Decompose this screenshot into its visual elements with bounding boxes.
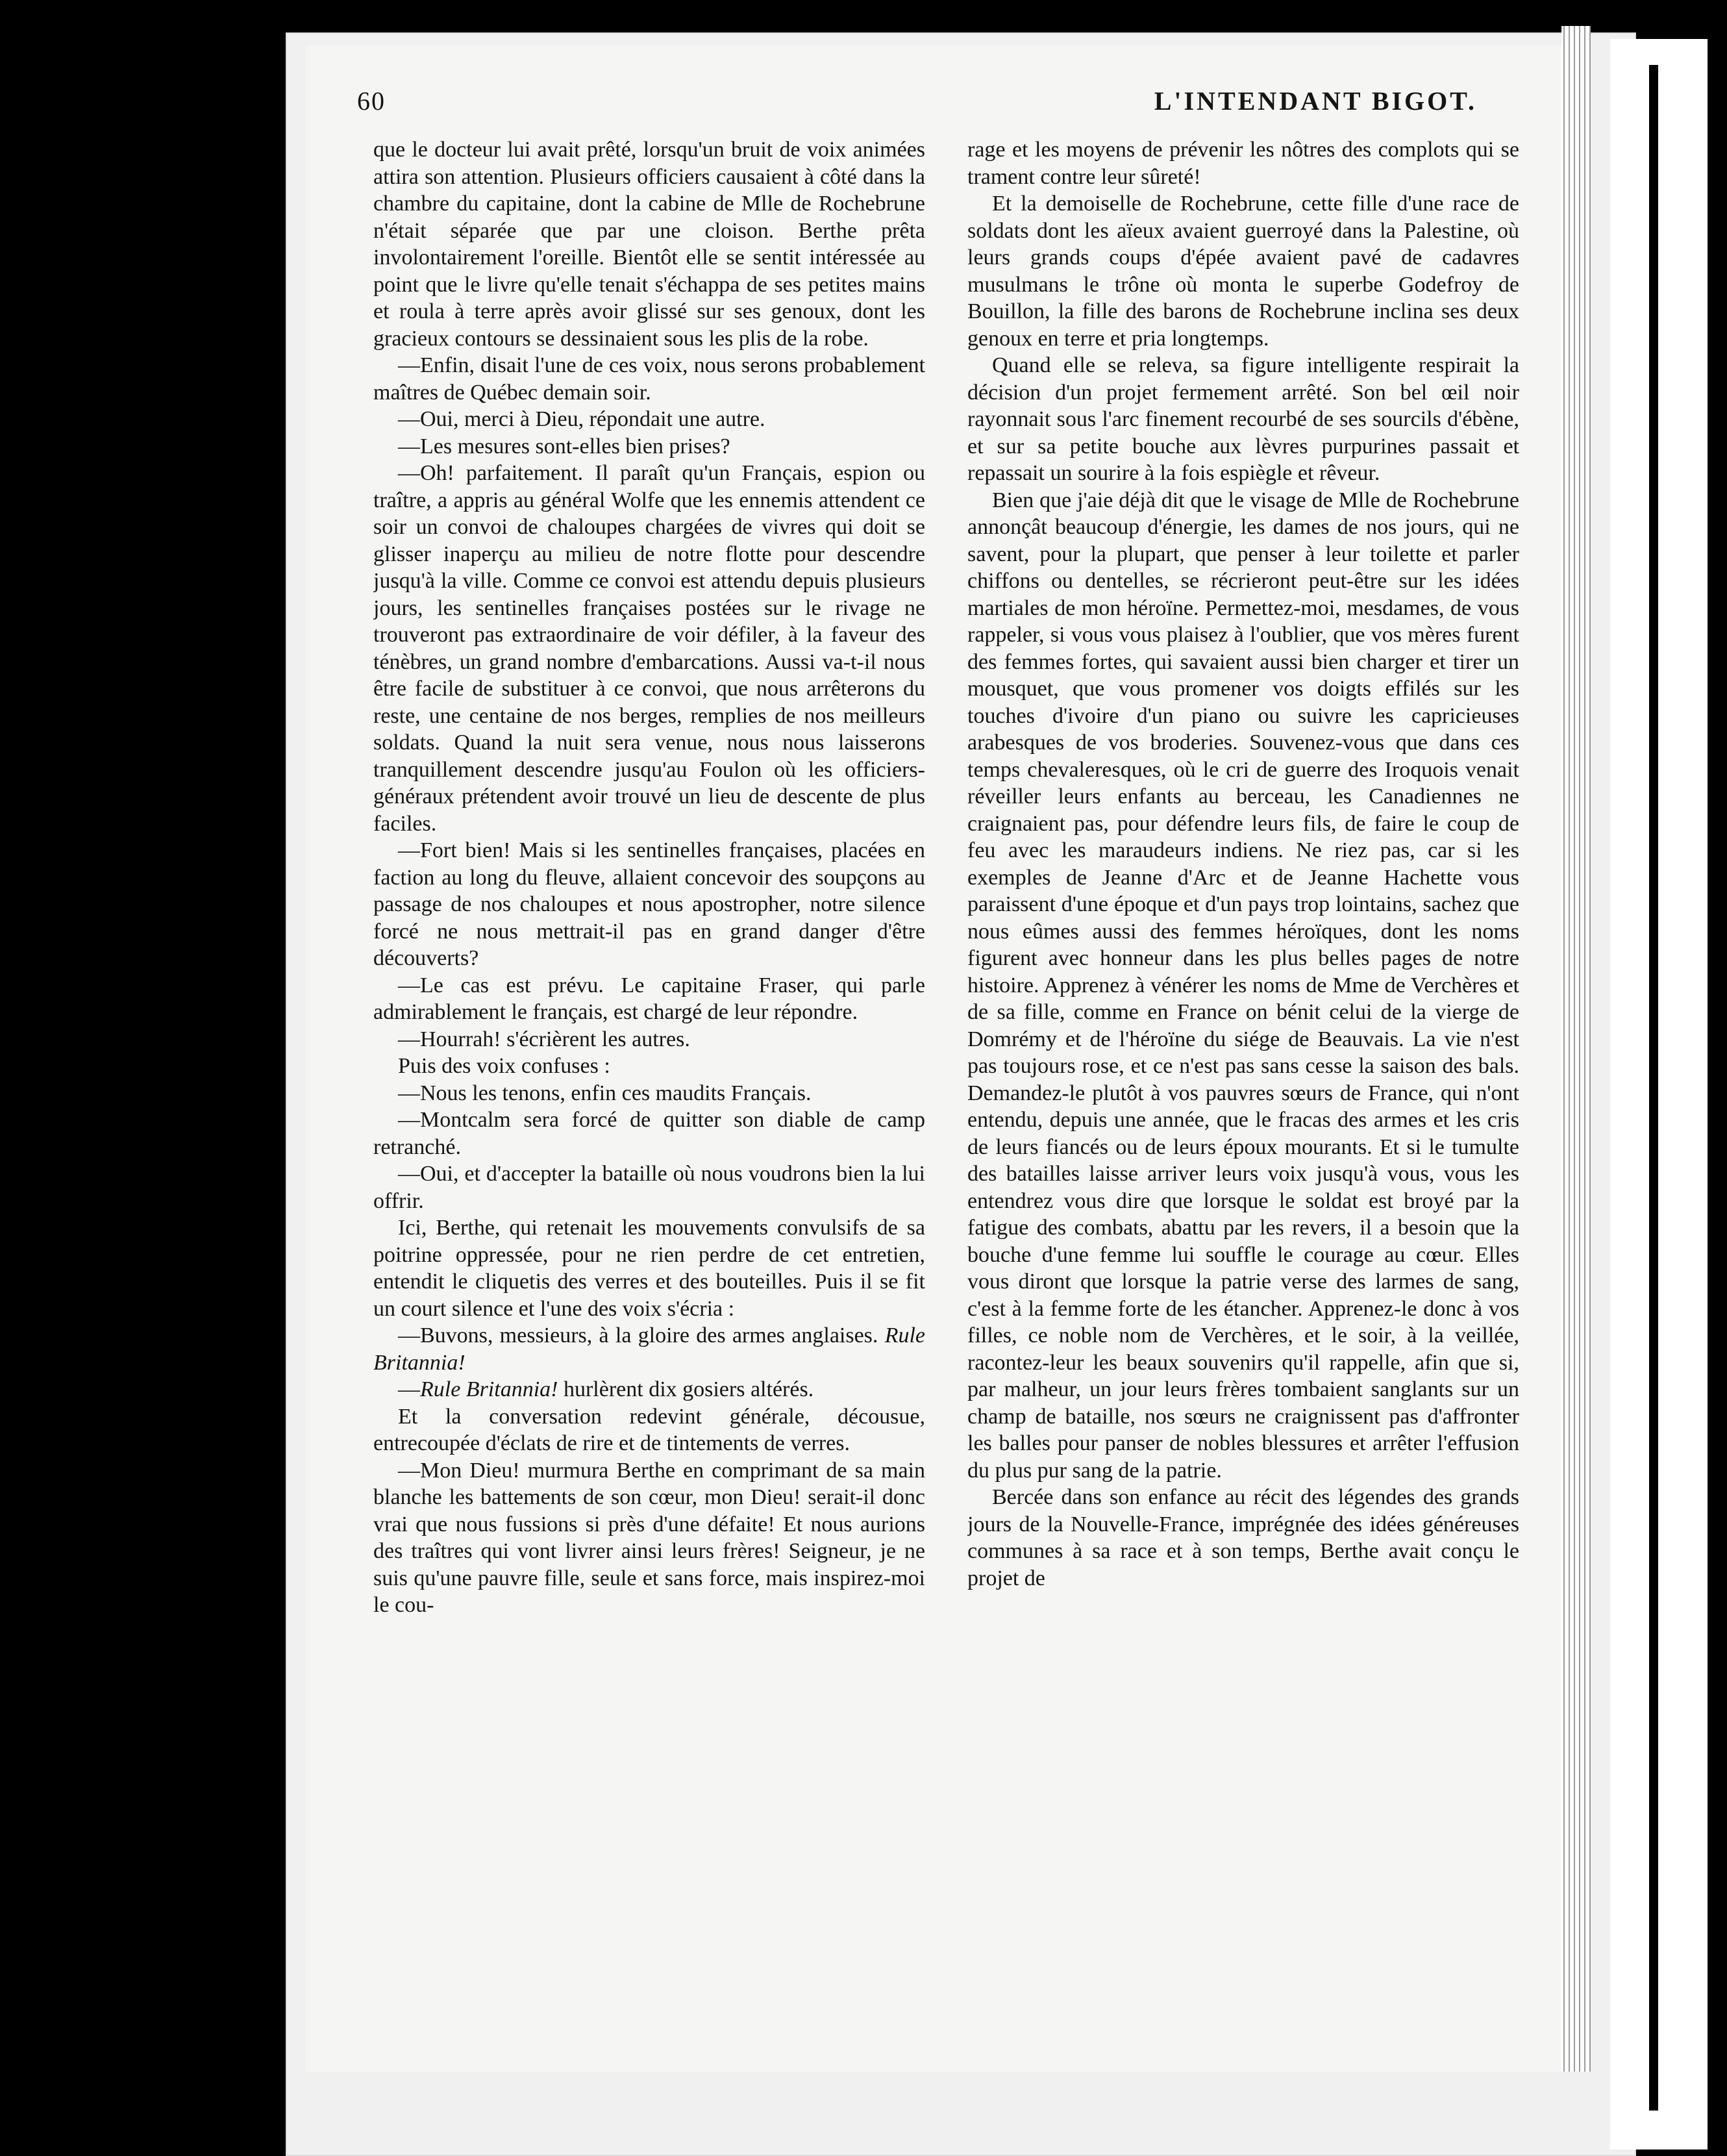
paragraph-text: —Le cas est prévu. Le capitaine Fraser, qui parle admirablement le français, est chargé de leur répondre. — [373, 973, 925, 1024]
paragraph-text: —Montcalm sera forcé de quitter son diable de camp retranché. — [373, 1108, 925, 1159]
paragraph-text: rage et les moyens de prévenir les nôtres des complots qui se trament contre leur sûreté! — [967, 138, 1519, 189]
paragraph — [373, 1457, 925, 1619]
paragraph — [373, 1053, 925, 1080]
paragraph — [967, 487, 1519, 1485]
paragraph — [373, 837, 925, 972]
paragraph — [373, 1107, 925, 1160]
paragraph — [373, 460, 925, 837]
paragraph — [373, 352, 925, 406]
paragraph-text: que le docteur lui avait prêté, lorsqu'un bruit de voix animées attira son attention. Plusieurs officiers causaient à côté dans la chambre du capitaine, dont la cabine de Mlle de Rochebrune n'était séparée que par une cloison. Berthe prêta involontairement l'oreille. Bientôt elle se sentit intéressée au point que le livre qu'elle tenait s'échappa de ses petites mains et roula à terre après avoir glissé sur ses genoux, dont les gracieux contours se dessinaient sous les plis de la robe. — [373, 138, 925, 351]
paragraph — [373, 1080, 925, 1107]
running-head — [357, 86, 1477, 125]
book-page — [305, 45, 1561, 2072]
right-text-column — [967, 136, 1519, 2020]
paragraph-text: —Mon Dieu! murmura Berthe en comprimant de sa main blanche les battements de son cœur, mon Dieu! serait-il donc vrai que nous fussions si près d'une défaite! Et nous aurions des traîtres qui vont livrer ainsi leurs frères! Seigneur, je ne suis qu'une pauvre fille, seule et sans force, mais inspirez-moi le cou- — [373, 1458, 925, 1617]
paragraph-text: —Enfin, disait l'une de ces voix, nous serons probablement maîtres de Québec demain soir. — [373, 353, 925, 405]
paragraph-text: Puis des voix confuses : — [398, 1054, 610, 1078]
paragraph-text: —Buvons, messieurs, à la gloire des armes anglaises. — [398, 1323, 885, 1348]
paragraph — [967, 190, 1519, 352]
page-edges — [1561, 26, 1591, 2072]
paragraph-text: —Oui, merci à Dieu, répondait une autre. — [398, 407, 765, 431]
paragraph — [373, 972, 925, 1026]
facing-page-edge — [1610, 39, 1708, 2150]
running-title: L'INTENDANT BIGOT. — [1154, 86, 1477, 116]
paragraph — [373, 1403, 925, 1457]
paragraph-text: Bercée dans son enfance au récit des légendes des grands jours de la Nouvelle-France, imprégnée des idées généreuses communes à sa race et à son temps, Berthe avait conçu le projet de — [967, 1485, 1519, 1590]
paragraph — [373, 433, 925, 460]
paragraph — [967, 352, 1519, 487]
paragraph — [373, 1376, 925, 1403]
paragraph-text: —Oui, et d'accepter la bataille où nous voudrons bien la lui offrir. — [373, 1162, 925, 1213]
paragraph-text: —Les mesures sont-elles bien prises? — [398, 434, 730, 458]
italic-phrase: Rule Britannia! — [420, 1377, 558, 1401]
paragraph — [373, 1322, 925, 1376]
paragraph — [967, 136, 1519, 190]
paragraph-text: Et la demoiselle de Rochebrune, cette fille d'une race de soldats dont les aïeux avaient guerroyé dans la Palestine, où leurs grands coups d'épée avaient pavé de cadavres musulmans le trône où monta le superbe Godefroy de Bouillon, la fille des barons de Rochebrune inclina ses deux genoux en terre et pria longtemps. — [967, 192, 1519, 351]
paragraph — [373, 1214, 925, 1322]
paragraph-text: —Nous les tenons, enfin ces maudits Français. — [398, 1081, 812, 1105]
paragraph-text: —Hourrah! s'écrièrent les autres. — [398, 1027, 690, 1051]
paragraph — [373, 136, 925, 352]
paragraph — [373, 406, 925, 433]
left-text-column — [373, 136, 925, 2020]
paragraph-text: Bien que j'aie déjà dit que le visage de Mlle de Rochebrune annonçât beaucoup d'énergie, les dames de nos jours, qui ne savent, pour la plupart, que penser à leur toilette et parler chiffons ou dentelles, se récrieront peut-être sur les idées martiales de mon héroïne. Permettez-moi, mesdames, de vous rappeler, si vous vous plaisez à l'oublier, que vos mères furent des femmes fortes, qui savaient aussi bien charger et tirer un mousquet, que vous promener vos doigts effilés sur les touches d'ivoire d'un piano ou suivre les capricieuses arabesques de vos broderies. Souvenez-vous que dans ces temps chevaleresques, où le cri de guerre des Iroquois venait réveiller leurs enfants au berceau, les Canadiennes ne craignaient pas, pour défendre leurs fils, de faire le coup de feu avec les maraudeurs indiens. Ne riez pas, car si les exemples de Jeanne d'Arc et de Jeanne Hachette vous paraissent d'une époque et d'un pays trop lointains, sachez que nous eûmes aussi des femmes héroïques, dont les noms figurent avec honneur dans les plus belles pages de notre histoire. Apprenez à vénérer les noms de Mme de Verchères et de sa fille, comme en France on bénit celui de la vierge de Domrémy et de l'héroïne du siége de Beauvais. La vie n'est pas toujours rose, et ce n'est pas sans cesse la saison des bals. Demandez-le plutôt à vos pauvres sœurs de France, qui n'ont entendu, depuis une année, que le fracas des armes et les cris de leurs fiancés ou de leurs époux mourants. Et si le tumulte des batailles laisse arriver leurs voix jusqu'à vous, vous les entendrez vous dire que lorsque le soldat est broyé par la fatigue des combats, abattu par les revers, il a besoin que la bouche d'une femme lui souffle le courage au cœur. Elles vous diront que lorsque la patrie verse des larmes de sang, c'est à la femme forte de les étancher. Apprenez-le donc à vos filles, ce noble nom de Verchères, et le soir, à la veillée, racontez-leur les beaux souvenirs qu'il rappelle, afin que si, par malheur, un jour leurs frères tombaient sanglants sur un champ de bataille, nos sœurs ne craignissent pas d'affronter les balles pour panser de nobles blessures et arrêter l'effusion du plus pur sang de la patrie. — [967, 488, 1519, 1483]
gutter-shadow — [1649, 65, 1658, 2111]
paragraph-text: —Fort bien! Mais si les sentinelles françaises, placées en faction au long du fleuve, allaient concevoir des soupçons au passage de nos chaloupes et nous apostropher, notre silence forcé ne nous mettrait-il pas en grand danger d'être découverts? — [373, 838, 925, 970]
paragraph — [373, 1026, 925, 1053]
paragraph-text: Et la conversation redevint générale, décousue, entrecoupée d'éclats de rire et de tintements de verres. — [373, 1404, 925, 1455]
paragraph — [373, 1160, 925, 1214]
paragraph-text-tail: hurlèrent dix gosiers altérés. — [558, 1377, 814, 1401]
paragraph-text: Quand elle se releva, sa figure intelligente respirait la décision d'un projet fermement arrêté. Son bel œil noir rayonnait sous l'arc finement recourbé de ses sourcils d'ébène, et sur sa petite bouche aux lèvres purpurines passait et repassait un sourire à la fois espiègle et rêveur. — [967, 353, 1519, 485]
paragraph-text: — — [398, 1377, 420, 1401]
page-number: 60 — [357, 86, 386, 116]
paragraph-text: —Oh! parfaitement. Il paraît qu'un Français, espion ou traître, a appris au général Wolfe que les ennemis attendent ce soir un convoi de chaloupes chargées de vivres qui doit se glisser inaperçu au milieu de notre flotte pour descendre jusqu'à la ville. Comme ce convoi est attendu depuis plusieurs jours, les sentinelles françaises postées sur le rivage ne trouveront pas extraordinaire de voir défiler, à la faveur des ténèbres, un grand nombre d'embarcations. Aussi va-t-il nous être facile de substituer à ce convoi, que nous arrêterons du reste, une centaine de nos berges, remplies de nos meilleurs soldats. Quand la nuit sera venue, nous nous laisserons tranquillement descendre jusqu'au Foulon où les officiers-généraux prétendent avoir trouvé un lieu de descente de plus faciles. — [373, 461, 925, 836]
italic-phrase: Rule Britannia! — [373, 1323, 925, 1375]
paragraph — [967, 1484, 1519, 1592]
paragraph-text: Ici, Berthe, qui retenait les mouvements convulsifs de sa poitrine oppressée, pour ne rien perdre de cet entretien, entendit le cliquetis des verres et des bouteilles. Puis il se fit un court silence et l'une des voix s'écria : — [373, 1216, 925, 1321]
